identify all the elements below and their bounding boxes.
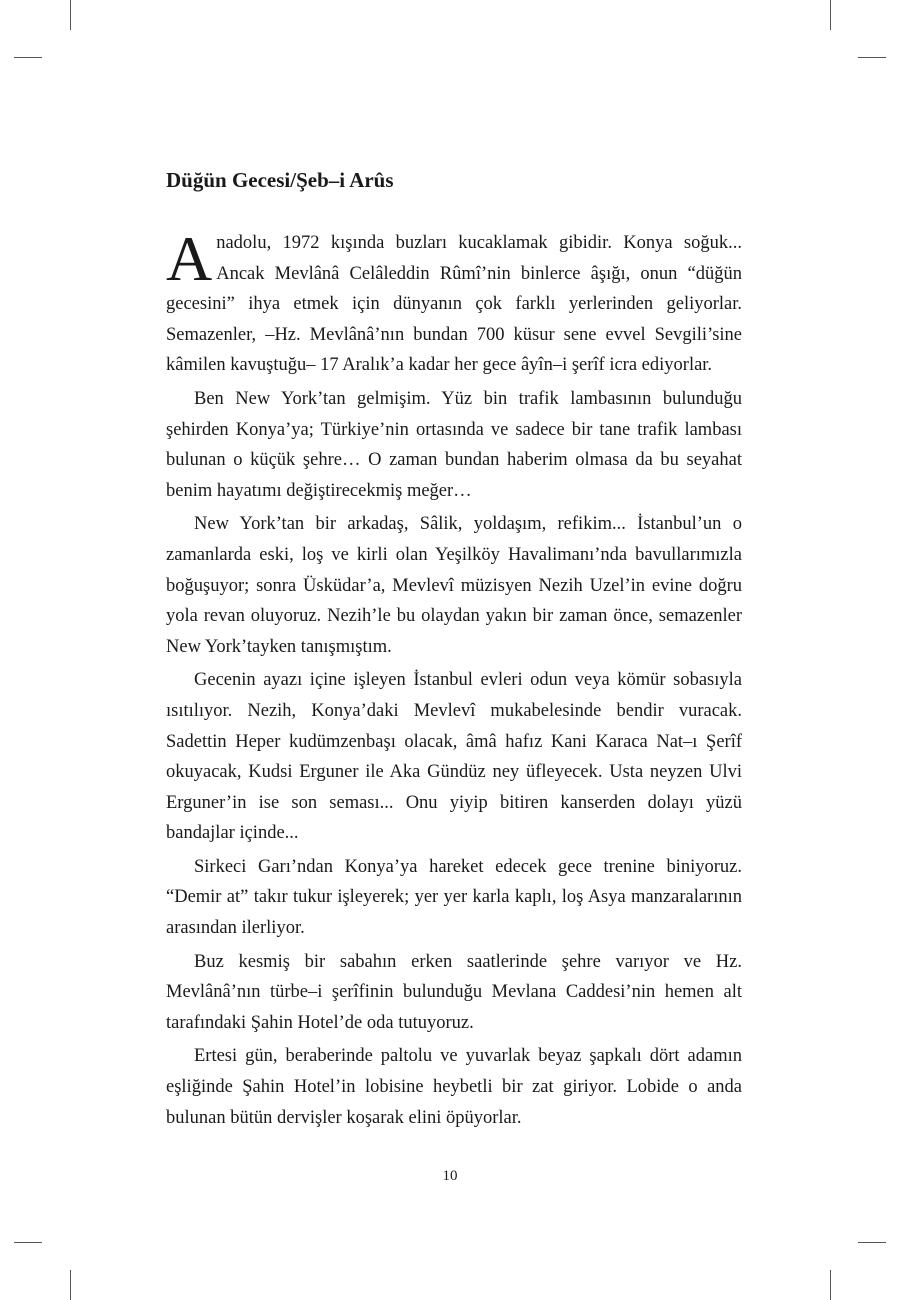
page-number: 10 bbox=[442, 1168, 458, 1184]
drop-cap: A bbox=[166, 223, 213, 294]
crop-mark-top-left bbox=[70, 0, 71, 30]
crop-mark-bottom-right bbox=[830, 1270, 831, 1300]
chapter-title: Düğün Gecesi/Şeb–i Arûs bbox=[166, 168, 394, 192]
paragraph-4: Gecenin ayazı içine işleyen İstanbul evleri odun veya kömür sobasıyla ısıtılıyor. Nezih, Konya’daki Mevlevî mukabelesinde bendir vuracak. Sadettin Heper kudümzenbaşı olacak, âmâ hafız Kani Karaca Nat–ı Şerîf okuyacak, Kudsi Erguner ile Aka Gündüz ney üfleyecek. Usta neyzen Ulvi Erguner’in ise son seması... Onu yiyip bitiren kanserden dolayı yüzü bandajlar içinde... bbox=[166, 670, 742, 844]
paragraph-5: Sirkeci Garı’ndan Konya’ya hareket edecek gece trenine biniyoruz. “Demir at” takır tukur işleyerek; yer yer karla kaplı, loş Asya manzaralarının arasından ilerliyor. bbox=[166, 856, 742, 939]
crop-mark-bottom-left-h bbox=[14, 1242, 42, 1243]
crop-mark-top-right-h bbox=[858, 57, 886, 58]
crop-mark-top-right bbox=[830, 0, 831, 30]
paragraph-2: Ben New York’tan gelmişim. Yüz bin trafik lambasının bulunduğu şehirden Konya’ya; Türkiye’nin ortasında ve sadece bir tane trafik lambası bulunan o küçük şehre… O zaman bundan haberim olmasa da bu seyahat benim hayatımı değiştirecekmiş meğer… bbox=[166, 388, 742, 501]
paragraph-1 bbox=[166, 223, 742, 381]
paragraph-1-text: nadolu, 1972 kışında buzları kucaklamak gibidir. Konya soğuk... Ancak Mevlânâ Celâleddin Rûmî’nin binlerce âşığı, onun “düğün gecesini” ihya etmek için dünyanın çok farklı yerlerinden geliyorlar. Semazenler, –Hz. Mevlânâ’nın bundan 700 küsur sene evvel Sevgili’sine kâmilen kavuştuğu– 17 Aralık’a kadar her gece âyîn–i şerîf icra ediyorlar. bbox=[166, 233, 742, 376]
paragraph-6: Buz kesmiş bir sabahın erken saatlerinde şehre varıyor ve Hz. Mevlânâ’nın türbe–i şerîfinin bulunduğu Mevlana Caddesi’nin hemen alt tarafındaki Şahin Hotel’de oda tutuyoruz. bbox=[166, 951, 742, 1033]
crop-mark-bottom-left bbox=[70, 1270, 71, 1300]
crop-mark-bottom-right-h bbox=[858, 1242, 886, 1243]
crop-mark-top-left-h bbox=[14, 57, 42, 58]
paragraph-7: Ertesi gün, beraberinde paltolu ve yuvarlak beyaz şapkalı dört adamın eşliğinde Şahin Hotel’in lobisine heybetli bir zat giriyor. Lobide o anda bulunan bütün dervişler koşarak elini öpüyorlar. bbox=[166, 1046, 742, 1128]
paragraph-3: New York’tan bir arkadaş, Sâlik, yoldaşım, refikim... İstanbul’un o zamanlarda eski, loş ve kirli olan Yeşilköy Havalimanı’nda bavullarımızla boğuşuyor; sonra Üsküdar’a, Mevlevî müzisyen Nezih Uzel’in evine doğru yola revan oluyoruz. Nezih’le bu olaydan yakın bir zaman önce, semazenler New York’tayken tanışmıştım. bbox=[166, 514, 742, 657]
body-text bbox=[166, 223, 742, 1136]
